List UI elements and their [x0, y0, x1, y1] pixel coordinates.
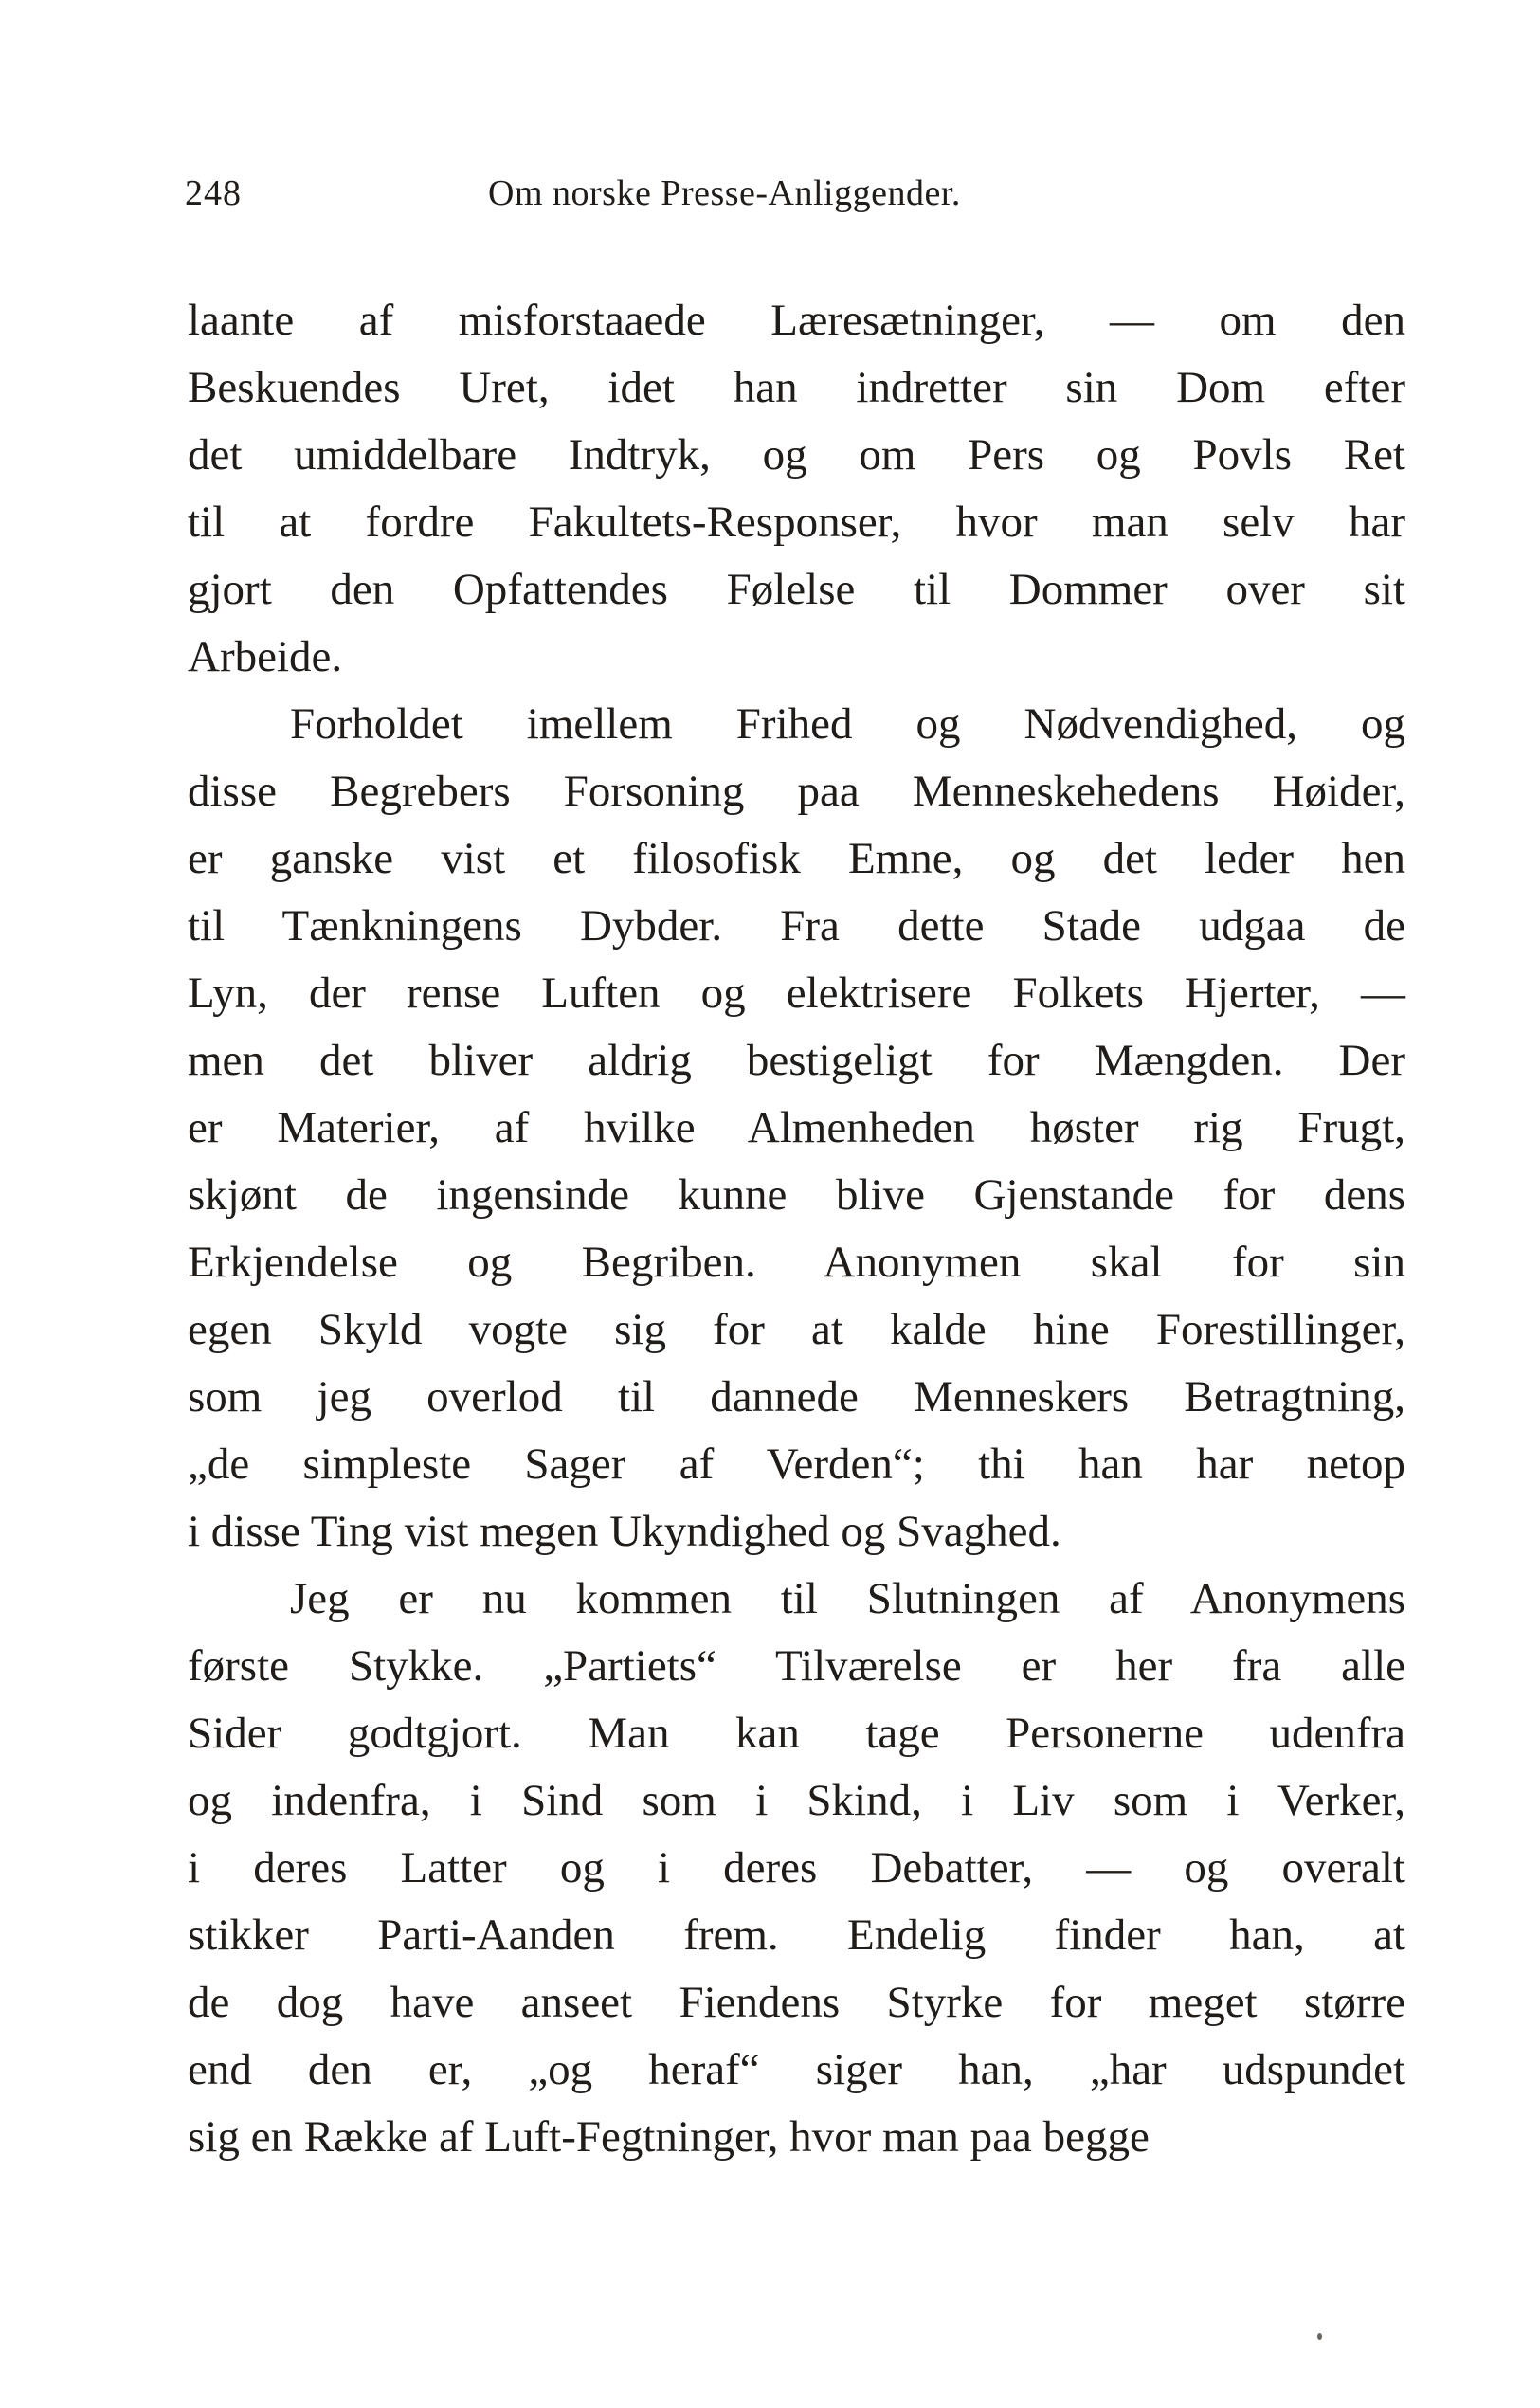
- text-line: gjort den Opfattendes Følelse til Dommer over sit: [188, 565, 1405, 614]
- text-line: Arbeide.: [188, 632, 343, 681]
- text-line: til at fordre Fakultets-Responser, hvor man selv har: [188, 498, 1405, 547]
- running-title: Om norske Presse-Anliggender.: [488, 173, 961, 213]
- running-head: [185, 169, 1114, 218]
- text-line: de dog have anseet Fiendens Styrke for meget større: [188, 1978, 1405, 2027]
- page-number: 248: [185, 173, 242, 213]
- text-line: stikker Parti-Aanden frem. Endelig finder han, at: [188, 1910, 1405, 1960]
- text-line: egen Skyld vogte sig for at kalde hine Forestillinger,: [188, 1305, 1405, 1354]
- paragraph: [188, 691, 1405, 1566]
- text-line: Lyn, der rense Luften og elektrisere Folkets Hjerter, —: [188, 969, 1405, 1018]
- text-line: og indenfra, i Sind som i Skind, i Liv som i Verker,: [188, 1776, 1405, 1825]
- body-text: [188, 287, 1405, 2171]
- paper-speck: [1317, 2333, 1322, 2340]
- paragraph: [188, 287, 1405, 691]
- text-line: er ganske vist et filosofisk Emne, og det leder hen: [188, 834, 1405, 883]
- text-line: er Materier, af hvilke Almenheden høster rig Frugt,: [188, 1103, 1405, 1152]
- text-line: Jeg er nu kommen til Slutningen af Anonymens: [290, 1574, 1405, 1623]
- text-line: første Stykke. „Partiets“ Tilværelse er her fra alle: [188, 1641, 1405, 1691]
- text-line: laante af misforstaaede Læresætninger, — om den: [188, 296, 1405, 345]
- text-line: end den er, „og heraf“ siger han, „har udspundet: [188, 2045, 1405, 2094]
- text-line: sig en Række af Luft-Fegtninger, hvor man paa begge: [188, 2112, 1150, 2162]
- paragraph: [188, 1566, 1405, 2171]
- text-line: disse Begrebers Forsoning paa Menneskehedens Høider,: [188, 767, 1405, 816]
- text-line: i deres Latter og i deres Debatter, — og overalt: [188, 1843, 1405, 1892]
- text-line: skjønt de ingensinde kunne blive Gjenstande for dens: [188, 1170, 1405, 1220]
- text-line: til Tænkningens Dybder. Fra dette Stade udgaa de: [188, 901, 1405, 951]
- text-line: det umiddelbare Indtryk, og om Pers og Povls Ret: [188, 430, 1405, 480]
- text-line: Erkjendelse og Begriben. Anonymen skal for sin: [188, 1238, 1405, 1287]
- text-line: Sider godtgjort. Man kan tage Personerne udenfra: [188, 1709, 1405, 1758]
- text-line: som jeg overlod til dannede Menneskers Betragtning,: [188, 1372, 1405, 1421]
- text-line: Beskuendes Uret, idet han indretter sin Dom efter: [188, 363, 1405, 412]
- text-line: men det bliver aldrig bestigeligt for Mængden. Der: [188, 1036, 1405, 1085]
- text-line: i disse Ting vist megen Ukyndighed og Svaghed.: [188, 1507, 1061, 1556]
- text-line: Forholdet imellem Frihed og Nødvendighed, og: [290, 699, 1405, 749]
- text-line: „de simpleste Sager af Verden“; thi han har netop: [188, 1439, 1405, 1489]
